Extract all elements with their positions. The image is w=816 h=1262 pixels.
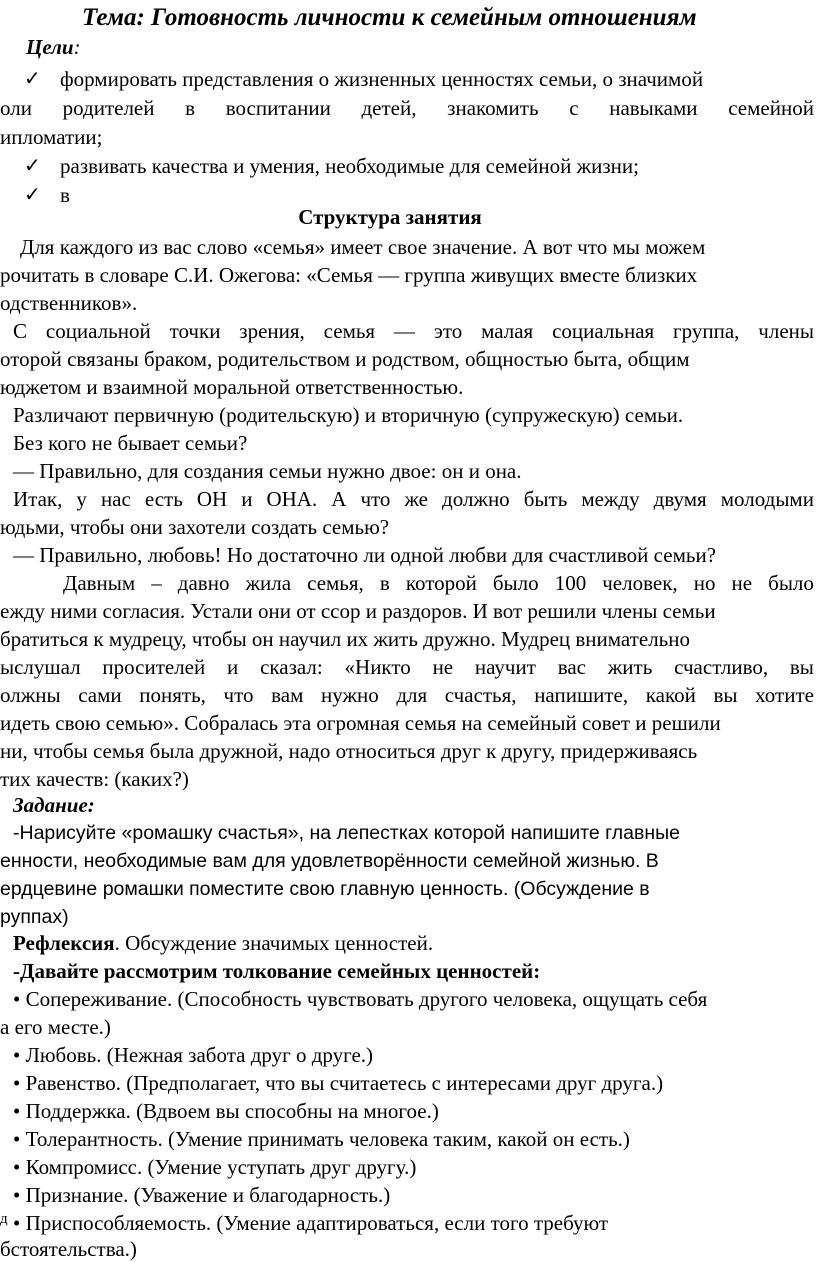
story-line-1: Давным – давно жила семья, в которой было 100 человек, но не было [63,571,814,595]
goal-3-line-1: в [60,183,70,207]
value-item-5: • Толерантность. (Умение принимать человека таким, какой он есть.) [13,1127,630,1151]
reflection-text: . Обсуждение значимых ценностей. [114,931,434,955]
paragraph-4: Без кого не бывает семьи? [13,431,248,455]
paragraph-2-line-2: оторой связаны браком, родительством и родством, общностью быта, общим [0,347,690,371]
task-line-4: руппах) [0,906,69,928]
document-title: Тема: Готовность личности к семейным отношениям [82,4,697,31]
task-line-2: енности, необходимые вам для удовлетворённости семейной жизнью. В [0,850,659,872]
value-item-1-line-1: • Сопереживание. (Способность чувствовать другого человека, ощущать себя [13,987,708,1011]
stray-mark: д [0,1211,8,1227]
story-line-8: тих качеств: (каких?) [0,767,189,791]
reflection [13,930,433,957]
paragraph-2-line-3: юджетом и взаимной моральной ответственностью. [0,375,464,399]
checkmark-icon: ✓ [24,155,41,177]
story-line-2: ежду ними согласия. Устали они от ссор и раздоров. И вот решили члены семьи [0,599,716,623]
value-item-1-line-2: а его месте.) [0,1015,111,1039]
value-item-4: • Поддержка. (Вдвоем вы способны на многое.) [13,1099,439,1123]
checkmark-icon: ✓ [24,184,41,206]
goal-1-line-3: ипломатии; [0,125,103,149]
goal-2-line-1: развивать качества и умения, необходимые для семейной жизни; [60,154,639,178]
value-item-8-line-2: бстоятельства.) [0,1237,137,1261]
goals-colon: : [73,35,81,59]
paragraph-1-line-3: одственников». [0,291,138,315]
value-item-8-line-1: • Приспособляемость. (Умение адаптироваться, если того требуют [13,1211,609,1235]
story-line-6: идеть свою семью». Собралась эта огромная семья на семейный совет и решили [0,711,721,735]
story-line-3: братиться к мудрецу, чтобы он научил их жить дружно. Мудрец внимательно [0,627,690,651]
task-line-1: -Нарисуйте «ромашку счастья», на лепестках которой напишите главные [13,822,680,844]
story-line-7: ни, чтобы семья была дружной, надо относиться друг к другу, придерживаясь [0,739,698,763]
paragraph-5: — Правильно, для создания семьи нужно двое: он и она. [13,459,522,483]
task-label: Задание: [13,793,95,817]
value-item-3: • Равенство. (Предполагает, что вы считаетесь с интересами друг друга.) [13,1071,664,1095]
paragraph-1-line-1: Для каждого из вас слово «семья» имеет свое значение. А вот что мы можем [20,235,706,259]
paragraph-7: — Правильно, любовь! Но достаточно ли одной любви для счастливой семьи? [13,543,716,567]
paragraph-1-line-2: рочитать в словаре С.И. Ожегова: «Семья — группа живущих вместе близких [0,263,698,287]
paragraph-2-line-1: С социальной точки зрения, семья — это малая социальная группа, члены [13,319,814,343]
goal-1-line-2: оли родителей в воспитании детей, знакомить с навыками семейной [0,96,814,120]
reflection-label: Рефлексия [13,931,115,955]
value-item-7: • Признание. (Уважение и благодарность.) [13,1183,391,1207]
task-line-3: ердцевине ромашки поместите свою главную ценность. (Обсуждение в [0,878,650,900]
value-item-6: • Компромисс. (Умение уступать друг другу.) [13,1155,417,1179]
story-line-4: ыслушал просителей и сказал: «Никто не научит вас жить счастливо, вы [0,655,814,679]
structure-heading: Структура занятия [298,205,482,229]
values-heading: -Давайте рассмотрим толкование семейных ценностей: [13,959,541,983]
paragraph-3: Различают первичную (родительскую) и вторичную (супружескую) семьи. [13,403,684,427]
value-item-2: • Любовь. (Нежная забота друг о друге.) [13,1043,374,1067]
goals-label: Цели [26,35,74,59]
paragraph-6-line-2: юдьми, чтобы они захотели создать семью? [0,515,390,539]
goals-heading [26,34,81,61]
paragraph-6-line-1: Итак, у нас есть ОН и ОНА. А что же должно быть между двумя молодыми [13,487,814,511]
goal-1-line-1: формировать представления о жизненных ценностях семьи, о значимой [60,67,704,91]
checkmark-icon: ✓ [24,68,41,90]
story-line-5: олжны сами понять, что вам нужно для счастья, напишите, какой вы хотите [0,683,814,707]
